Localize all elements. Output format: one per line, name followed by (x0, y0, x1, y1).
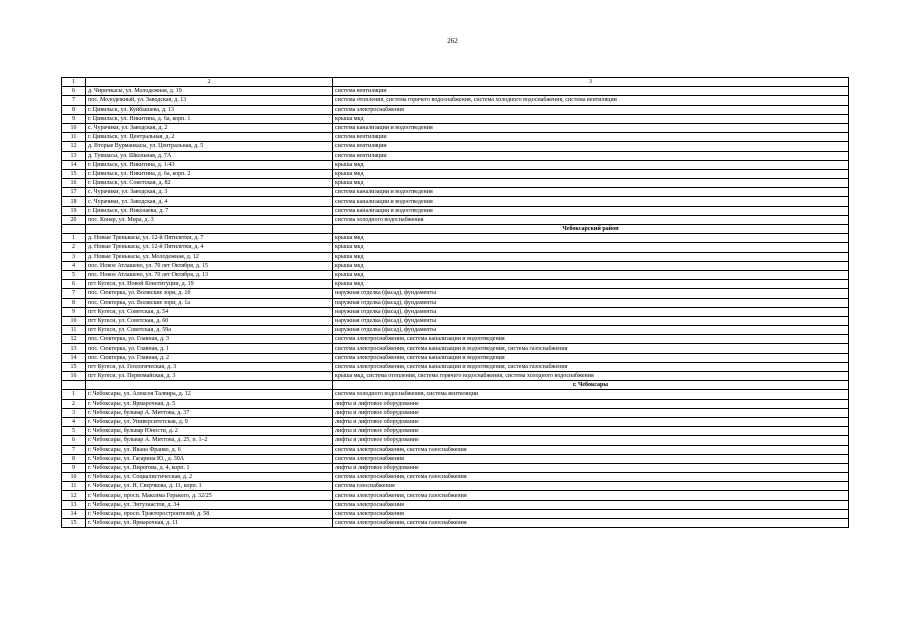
row-number: 6 (62, 436, 86, 445)
page-number: 262 (447, 37, 458, 45)
table-row (62, 252, 849, 261)
works-cell: система холодного водоснабжения, система вентиляции (333, 390, 849, 399)
row-number: 3 (62, 252, 86, 261)
row-number: 3 (62, 408, 86, 417)
address-cell: г. Чебоксары, ул. Ивана Франко, д. 6 (86, 445, 333, 454)
table-row (62, 417, 849, 426)
address-cell: с. Чурачики, ул. Заводская, д. 2 (86, 123, 333, 132)
address-cell: г. Чебоксары, просп. Тракторостроителей, д. 58 (86, 509, 333, 518)
table-row (62, 436, 849, 445)
table-row (62, 197, 849, 206)
works-cell: крыша мкд (333, 234, 849, 243)
table-row (62, 390, 849, 399)
works-cell: наружная отделка (фасад), фундаменты (333, 307, 849, 316)
address-cell: г. Чебоксары, просп. Максима Горького, д. 32/25 (86, 491, 333, 500)
row-number: 11 (62, 326, 86, 335)
address-cell: с. Чурачики, ул. Заводская, д. 4 (86, 197, 333, 206)
address-cell: пос. Сюктерка, ул. Волжские зори, д. 1а (86, 298, 333, 307)
works-cell: лифты и лифтовое оборудование (333, 417, 849, 426)
works-cell: крыша мкд (333, 179, 849, 188)
table-row (62, 188, 849, 197)
address-cell: г. Цивильск, ул. Никитина, д. 6а, корп. 1 (86, 114, 333, 123)
works-cell: крыша мкд (333, 169, 849, 178)
section-title: г. Чебоксары (333, 381, 849, 390)
works-cell: система электроснабжения (333, 509, 849, 518)
section-spacer-cell (86, 225, 333, 234)
table-row (62, 169, 849, 178)
address-cell: д. Чиричкасы, ул. Молодежная, д. 19 (86, 87, 333, 96)
table-row (62, 445, 849, 454)
address-cell: пос. Молодежный, ул. Заводская, д. 13 (86, 96, 333, 105)
works-cell: наружная отделка (фасад), фундаменты (333, 298, 849, 307)
table-row (62, 280, 849, 289)
address-cell: пос. Сюктерка, ул. Главная, д. 3 (86, 335, 333, 344)
address-cell: д. Новые Тренькасы, ул. 12-й Пятилетки, д. 4 (86, 243, 333, 252)
row-number: 8 (62, 298, 86, 307)
works-cell: система вентиляции (333, 151, 849, 160)
works-cell: крыша мкд (333, 280, 849, 289)
works-cell: система электроснабжения (333, 500, 849, 509)
table-row (62, 335, 849, 344)
row-number: 6 (62, 87, 86, 96)
address-cell: пгт Кугеси, ул. Советская, д. 54 (86, 307, 333, 316)
works-cell: лифты и лифтовое оборудование (333, 463, 849, 472)
address-cell: пос. Новое Атлашево, ул. 70 лет Октября, д. 13 (86, 270, 333, 279)
row-number: 11 (62, 133, 86, 142)
row-number: 1 (62, 234, 86, 243)
table-row (62, 133, 849, 142)
table-row (62, 114, 849, 123)
works-cell: наружная отделка (фасад), фундаменты (333, 289, 849, 298)
address-cell: г. Цивильск, ул. Николаева, д. 7 (86, 206, 333, 215)
works-cell: лифты и лифтовое оборудование (333, 436, 849, 445)
works-cell: система электроснабжения, система газоснабжения (333, 519, 849, 528)
row-number: 20 (62, 215, 86, 224)
row-number: 13 (62, 344, 86, 353)
table-row (62, 151, 849, 160)
row-number: 4 (62, 417, 86, 426)
address-cell: пос. Сюктерка, ул. Волжские зори, д. 1б (86, 289, 333, 298)
row-number: 2 (62, 243, 86, 252)
works-cell: крыша мкд (333, 243, 849, 252)
row-number: 8 (62, 454, 86, 463)
row-number: 13 (62, 500, 86, 509)
address-cell: д. Новые Тренькасы, ул. Молодежная, д. 12 (86, 252, 333, 261)
address-cell: г. Чебоксары, ул. Энтузиастов, д. 34 (86, 500, 333, 509)
row-number: 10 (62, 123, 86, 132)
table-row (62, 298, 849, 307)
works-cell: лифты и лифтовое оборудование (333, 427, 849, 436)
address-cell: пгт Кугеси, ул. Советская, д. 59а (86, 326, 333, 335)
works-cell: крыша мкд (333, 252, 849, 261)
works-table (61, 77, 849, 528)
table-row (62, 463, 849, 472)
row-number: 9 (62, 307, 86, 316)
row-number: 15 (62, 519, 86, 528)
address-cell: г. Чебоксары, ул. Ярмарочная, д. 11 (86, 519, 333, 528)
row-number: 12 (62, 142, 86, 151)
table-row (62, 270, 849, 279)
works-cell: крыша мкд (333, 160, 849, 169)
address-cell: пгт Кугеси, ул. Новой Конституции, д. 19 (86, 280, 333, 289)
address-cell: г. Цивильск, ул. Советская, д. 82 (86, 179, 333, 188)
table-row (62, 105, 849, 114)
table-row (62, 454, 849, 463)
column-header-1: 1 (62, 78, 86, 87)
row-number: 9 (62, 463, 86, 472)
row-number: 15 (62, 362, 86, 371)
works-cell: система холодного водоснабжения (333, 215, 849, 224)
works-cell: система электроснабжения, система канализации и водоотведения, система газоснабжения (333, 344, 849, 353)
row-number: 8 (62, 105, 86, 114)
table-row (62, 427, 849, 436)
table-row (62, 362, 849, 371)
table-row (62, 519, 849, 528)
row-number: 7 (62, 445, 86, 454)
table-row (62, 179, 849, 188)
works-cell: наружная отделка (фасад), фундаменты (333, 326, 849, 335)
table-row (62, 234, 849, 243)
works-cell: система электроснабжения (333, 454, 849, 463)
table-header-row (62, 78, 849, 87)
section-title: Чебоксарский район (333, 225, 849, 234)
row-number: 18 (62, 197, 86, 206)
works-cell: крыша мкд (333, 261, 849, 270)
table-row (62, 87, 849, 96)
table-row (62, 372, 849, 381)
table-row (62, 96, 849, 105)
address-cell: г. Чебоксары, ул. Пирогова, д. 4, корп. 1 (86, 463, 333, 472)
table-row (62, 509, 849, 518)
works-cell: система электроснабжения, система газоснабжения (333, 491, 849, 500)
row-number: 16 (62, 179, 86, 188)
address-cell: г. Чебоксары, ул. Социалистическая, д. 2 (86, 473, 333, 482)
works-cell: система канализации и водоотведения (333, 197, 849, 206)
section-header-row (62, 381, 849, 390)
address-cell: г. Цивильск, ул. Куйбышева, д. 13 (86, 105, 333, 114)
row-number: 12 (62, 335, 86, 344)
works-cell: система электроснабжения, система канализации и водоотведения, система газоснабжения (333, 362, 849, 371)
section-spacer-cell (62, 381, 86, 390)
works-cell: система вентиляции (333, 142, 849, 151)
address-cell: г. Чебоксары, ул. Ярмарочная, д. 5 (86, 399, 333, 408)
address-cell: г. Чебоксары, ул. Н. Сверчкова, д. 11, корп. 1 (86, 482, 333, 491)
address-cell: г. Цивильск, ул. Никитина, д. 1/43 (86, 160, 333, 169)
row-number: 6 (62, 280, 86, 289)
row-number: 14 (62, 509, 86, 518)
table-row (62, 243, 849, 252)
works-cell: система электроснабжения (333, 105, 849, 114)
table-row (62, 215, 849, 224)
address-cell: пгт Кугеси, ул. Геологическая, д. 3 (86, 362, 333, 371)
works-cell: система канализации и водоотведения (333, 206, 849, 215)
column-header-3: 3 (333, 78, 849, 87)
works-cell: система электроснабжения, система канализации и водоотведения (333, 335, 849, 344)
row-number: 14 (62, 160, 86, 169)
section-header-row (62, 225, 849, 234)
address-cell: пос. Конар, ул. Мира, д. 3 (86, 215, 333, 224)
address-cell: г. Чебоксары, ул. Гагарина Ю., д. 30А (86, 454, 333, 463)
row-number: 7 (62, 289, 86, 298)
section-spacer-cell (62, 225, 86, 234)
address-cell: пгт Кугеси, ул. Советская, д. 60 (86, 316, 333, 325)
table-row (62, 206, 849, 215)
table-row (62, 399, 849, 408)
row-number: 10 (62, 473, 86, 482)
row-number: 19 (62, 206, 86, 215)
address-cell: г. Чебоксары, ул. Алексея Талвира, д. 12 (86, 390, 333, 399)
row-number: 11 (62, 482, 86, 491)
row-number: 17 (62, 188, 86, 197)
table-row (62, 160, 849, 169)
table-row (62, 316, 849, 325)
table-row (62, 500, 849, 509)
row-number: 1 (62, 390, 86, 399)
row-number: 16 (62, 372, 86, 381)
address-cell: пос. Новое Атлашево, ул. 70 лет Октября, д. 15 (86, 261, 333, 270)
table-row (62, 353, 849, 362)
address-cell: г. Чебоксары, бульвар А. Миттова, д. 37 (86, 408, 333, 417)
works-cell: лифты и лифтовое оборудование (333, 408, 849, 417)
row-number: 4 (62, 261, 86, 270)
works-cell: система электроснабжения, система газоснабжения (333, 473, 849, 482)
row-number: 7 (62, 96, 86, 105)
row-number: 13 (62, 151, 86, 160)
row-number: 12 (62, 491, 86, 500)
table-row (62, 261, 849, 270)
table-row (62, 473, 849, 482)
works-cell: система электроснабжения, система канализации и водоотведения (333, 353, 849, 362)
address-cell: пос. Сюктерка, ул. Главная, д. 2 (86, 353, 333, 362)
row-number: 2 (62, 399, 86, 408)
column-header-2: 2 (86, 78, 333, 87)
works-cell: крыша мкд (333, 114, 849, 123)
table-row (62, 307, 849, 316)
table-row (62, 482, 849, 491)
table-row (62, 491, 849, 500)
works-cell: крыша мкд (333, 270, 849, 279)
address-cell: г. Чебоксары, бульвар Юности, д. 2 (86, 427, 333, 436)
address-cell: д. Тувшасы, ул. Школьная, д. 7А (86, 151, 333, 160)
address-cell: пгт Кугеси, ул. Первомайская, д. 3 (86, 372, 333, 381)
address-cell: с. Чурачики, ул. Заводская, д. 3 (86, 188, 333, 197)
row-number: 15 (62, 169, 86, 178)
works-cell: лифты и лифтовое оборудование (333, 399, 849, 408)
table-row (62, 408, 849, 417)
table-row (62, 326, 849, 335)
works-cell: система отопления, система горячего водоснабжения, система холодного водоснабжения, система вентиляции (333, 96, 849, 105)
works-cell: система вентиляции (333, 133, 849, 142)
table-row (62, 344, 849, 353)
works-cell: система вентиляции (333, 87, 849, 96)
row-number: 10 (62, 316, 86, 325)
table-row (62, 289, 849, 298)
works-cell: крыша мкд, система отопления, система горячего водоснабжения, система холодного водоснабжения (333, 372, 849, 381)
row-number: 5 (62, 270, 86, 279)
address-cell: пос. Сюктерка, ул. Главная, д. 1 (86, 344, 333, 353)
section-spacer-cell (86, 381, 333, 390)
works-cell: наружная отделка (фасад), фундаменты (333, 316, 849, 325)
table-row (62, 123, 849, 132)
works-cell: система газоснабжения (333, 482, 849, 491)
works-cell: система канализации и водоотведения (333, 188, 849, 197)
works-cell: система электроснабжения, система газоснабжения (333, 445, 849, 454)
address-cell: г. Цивильск, ул. Центральная, д. 2 (86, 133, 333, 142)
address-cell: д. Вторые Вурманкасы, ул. Центральная, д. 5 (86, 142, 333, 151)
address-cell: д. Новые Тренькасы, ул. 12-й Пятилетки, д. 7 (86, 234, 333, 243)
table-row (62, 142, 849, 151)
row-number: 14 (62, 353, 86, 362)
row-number: 9 (62, 114, 86, 123)
address-cell: г. Чебоксары, бульвар А. Миттова, д. 25, п. 1–2 (86, 436, 333, 445)
address-cell: г. Цивильск, ул. Никитина, д. 6а, корп. 2 (86, 169, 333, 178)
works-cell: система канализации и водоотведения (333, 123, 849, 132)
row-number: 5 (62, 427, 86, 436)
address-cell: г. Чебоксары, ул. Университетская, д. 9 (86, 417, 333, 426)
